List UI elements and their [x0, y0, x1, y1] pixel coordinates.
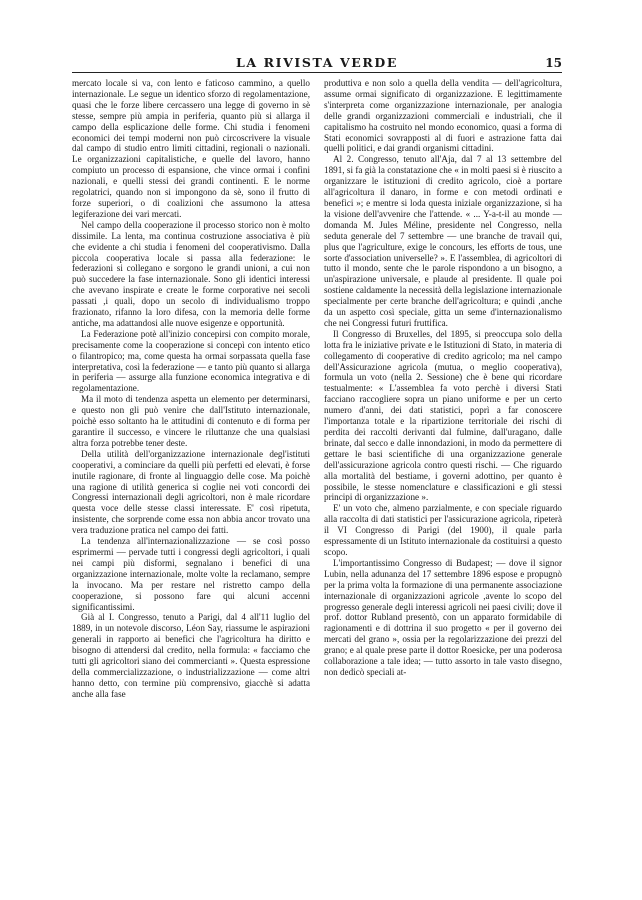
paragraph: produttiva e non solo a quella della vendita — dell'agricoltura, assume ormai significato di organizzazione. E legittimamente s'interpreta come organizzazione internazionale, per analogia delle grandi organizzazioni commerciali e industriali, che il capitalismo ha costruito nel mondo economico, quasi a forma di Stati economici sovrapposti al di fuori e astrazione fatta dai quelli politici, e dai grandi organismi cittadini.	[324, 78, 562, 154]
journal-title: LA RIVISTA VERDE	[236, 55, 398, 70]
paragraph: E' un voto che, almeno parzialmente, e con speciale riguardo alla raccolta di dati statistici per l'assicurazione agricola, ripeterà il VI Congresso di Parigi (del 1900), il quale parla espressamente di un Istituto internazionale da costituirsi a questo scopo.	[324, 503, 562, 557]
page-number: 15	[545, 56, 562, 70]
right-column	[324, 78, 562, 868]
paragraph: La Federazione potè all'inizio concepirsi con compito morale, precisamente come la cooperazione si concepì con intento etico o filantropico; ma, come questa ha ormai sorpassata quella fase interpretativa, così la federazione — e tanto più quanto si allarga in periferia — assurge alla funzione economica integrativa e di regolamentazione.	[72, 328, 310, 394]
paragraph: Della utilità dell'organizzazione internazionale degl'istituti cooperativi, a cominciare da quelli più perfetti ed elevati, è forse inutile ragionare, di fronte al linguaggio delle cose. Ma poichè una ragione di utilità generica si coglie nei voti concordi dei Congressi internazionali degli agricoltori, non è male ricordare questa voce delle stesse classi interessate. E' così ripetuta, insistente, che sorprende come essa non abbia ancor trovato una vera traduzione pratica nel campo dei fatti.	[72, 448, 310, 536]
paragraph: Il Congresso di Bruxelles, del 1895, si preoccupa solo della lotta fra le iniziative private e le Istituzioni di Stato, in materia di collegamento di cooperative di credito agricolo; ma nel campo dell'Assicurazione agricola (mutua, o meglio cooperativa), formula un voto (nella 2. Sessione) che è bene qui ricordare testualmente: « L'assemblea fa voto perchè i diversi Stati facciano raccogliere sopra un piano uniforme e per un certo numero d'anni, dei dati statistici, poprì a far conoscere l'importanza totale e la ripartizione territoriale dei rischi di perdita dei raccolti derivanti dal fulmine, dall'uragano, dalle brinate, dal secco e dalle innondazioni, in modo da permettere di gettare le basi scientifiche di una organizzazione generale dell'assicurazione agricola contro questi rischi. — Che riguardo alla mortalità del bestiame, i governi adottino, per quanto è possibile, le stesse nomenclature e classificazioni e gli stessi principi di organizzazione ».	[324, 328, 562, 503]
paragraph: Al 2. Congresso, tenuto all'Aja, dal 7 al 13 settembre del 1891, si fa già la constatazione che « in molti paesi si è riuscito a organizzare le istituzioni di credito agricolo, cioè a portare all'agricoltura il danaro, in forme e con metodi ordinati e benefici »; e mentre si loda questa iniziale organizzazione, si ha la visione dell'avvenire che l'attende. « ... Y-a-t-il au monde — domanda M. Jules Méline, presidente nel Congresso, nella seduta generale del 7 settembre — une branche de travail qui, plus que l'agriculture, exige le concours, les efforts de tous, une sorte d'association universelle? ». E l'assemblea, di agricoltori di tutto il mondo, sente che le parole rispondono a un bisogno, a un'aspirazione universale, e plaude al presidente. Il quale poi sostiene caldamente la necessità della legislazione internazionale specialmente per certe branche dell'agricoltura; e quindi ,anche da un aspetto così speciale, gitta un seme d'internazionalismo che nei Congressi futuri fruttifica.	[324, 154, 562, 328]
running-header	[72, 50, 562, 73]
paragraph: Già al I. Congresso, tenuto a Parigi, dal 4 all'11 luglio del 1889, in un notevole discorso, Léon Say, riassume le aspirazioni generali in rapporto ai benefici che l'agricoltura ha diritto e bisogno di attendersi dal credito, nella formula: « facciamo che tutti gli agricoltori siano dei commercianti ». Questa espressione della commercializzazione, o industrializzazione — come altri hanno detto, con termine più comprensivo, giacchè si adatta anche alla fase	[72, 612, 310, 699]
paragraph: Nel campo della cooperazione il processo storico non è molto dissimile. La lenta, ma continua costruzione associativa è più che evidente a chi studia i fenomeni del cooperativismo. Dalla piccola cooperativa locale si passa alla federazione: le federazioni si collegano e sorgono le grandi unioni, a cui non può succedere la fase internazionale. Sono gli identici interessi che avevano inspirate e create le forme corporative nei secoli passati ,i quali, dopo un secolo di individualismo troppo frazionato, rifanno la loro difesa, con la memoria delle forme antiche, ma adattandosi alle nuove esigenze e opportunità.	[72, 219, 310, 328]
paragraph: Ma il moto di tendenza aspetta un elemento per determinarsi, e questo non gli può venire che dall'Istituto internazionale, poichè esso soltanto ha le attitudini di contenuto e di forma per garantire il successo, e vincere le riluttanze che una qualsiasi altra forza potrebbe tener deste.	[72, 394, 310, 448]
paragraph: L'importantissimo Congresso di Budapest; — dove il signor Lubin, nella adunanza del 17 settembre 1896 espose e propugnò per la prima volta la formazione di una permanente associazione internazionale di organizzazioni agricole ,avente lo scopo del progresso generale degli interessi agricoli nei paesi civili; dove il prof. dottor Rubland presentò, con un apparato formidabile di ragionamenti e di dottrina il suo progetto « per il governo dei mercati del grano », ossia per la regolarizzazione dei prezzi del grano; e al quale prese parte il dottor Roesicke, per una poderosa collaborazione a tale idea; — tutto assorto in tale vasto disegno, non dedicò speciali at-	[324, 557, 562, 677]
left-column	[72, 78, 310, 868]
text-columns	[72, 78, 562, 868]
paragraph: La tendenza all'internazionalizzazione — se così posso esprimermi — pervade tutti i congressi degli agricoltori, i quali nei campi più disformi, segnalano i benefici di una organizzazione internazionale, molte volte la reclamano, sempre la invocano. Ma per restare nel ristretto campo della cooperazione, si possono fare qui alcuni accenni significantissimi.	[72, 536, 310, 612]
paragraph: mercato locale si va, con lento e faticoso cammino, a quello internazionale. Le segue un identico sforzo di regolamentazione, quasi che le forze libere cercassero una legge di governo in sè stesse, sempre più ampia in periferia, quanto più si allarga il campo della esplicazione delle forme. Chi studia i fenomeni economici dei tempi moderni non può circoscrivere la visuale dal campo di studio entro limiti cittadini, regionali o nazionali. Le organizzazioni capitalistiche, e quelle del lavoro, hanno compiuto un processo di espansione, che vince ormai i confini nazionali, e quelli stessi dei grandi continenti. E le norme regolatrici, quando non si impongono da sè, sono il frutto di forze superiori, o di coalizioni che assumono la attesa legiferazione dei vari mercati.	[72, 78, 310, 219]
